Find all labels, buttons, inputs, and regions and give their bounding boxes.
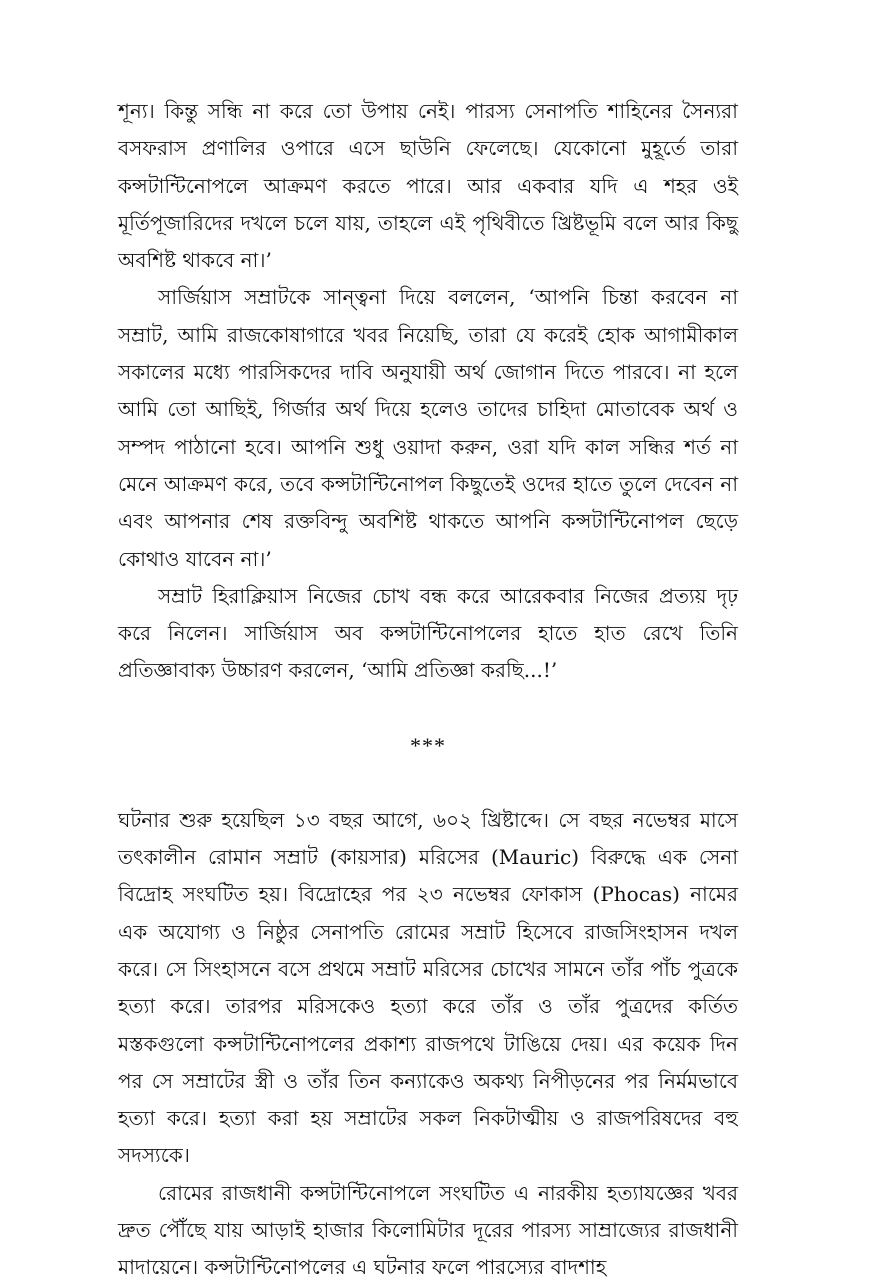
book-page	[118, 93, 738, 1287]
paragraph-2: সার্জিয়াস সম্রাটকে সান্ত্বনা দিয়ে বললেন, ‘আপনি চিন্তা করবেন না সম্রাট, আমি রাজকোষাগারে খবর নিয়েছি, তারা যে করেই হোক আগামীকাল সকালের মধ্যে পারসিকদের দাবি অনুযায়ী অর্থ জোগান দিতে পারবে। না হলে আমি তো আছিই, গির্জার অর্থ দিয়ে হলেও তাদের চাহিদা মোতাবেক অর্থ ও সম্পদ পাঠানো হবে। আপনি শুধু ওয়াদা করুন, ওরা যদি কাল সন্ধির শর্ত না মেনে আক্রমণ করে, তবে কন্সটান্টিনোপল কিছুতেই ওদের হাতে তুলে দেবেন না এবং আপনার শেষ রক্তবিন্দু অবশিষ্ট থাকতে আপনি কন্সটান্টিনোপল ছেড়ে কোথাও যাবেন না।’	[118, 285, 738, 571]
paragraph-5: রোমের রাজধানী কন্সটান্টিনোপলে সংঘটিত এ নারকীয় হত্যাযজ্ঞের খবর দ্রুত পৌঁছে যায় আড়াই হাজার কিলোমিটার দূরের পারস্য সাম্রাজ্যের রাজধানী মাদায়েনে। কন্সটান্টিনোপলের এ ঘটনার ফলে পারস্যের বাদশাহ	[118, 1180, 738, 1280]
paragraph-3: সম্রাট হিরাক্লিয়াস নিজের চোখ বন্ধ করে আরেকবার নিজের প্রত্যয় দৃঢ় করে নিলেন। সার্জিয়াস অব কন্সটান্টিনোপলের হাতে হাত রেখে তিনি প্রতিজ্ঞাবাক্য উচ্চারণ করলেন, ‘আমি প্রতিজ্ঞা করছি...!’	[118, 583, 738, 683]
paragraph-1: শূন্য। কিন্তু সন্ধি না করে তো উপায় নেই। পারস্য সেনাপতি শাহিনের সৈন্যরা বসফরাস প্রণালির ওপারে এসে ছাউনি ফেলেছে। যেকোনো মুহূর্তে তারা কন্সটান্টিনোপলে আক্রমণ করতে পারে। আর একবার যদি এ শহর ওই মূর্তিপূজারিদের দখলে চলে যায়, তাহলে এই পৃথিবীতে খ্রিষ্টভূমি বলে আর কিছু অবশিষ্ট থাকবে না।’	[118, 99, 738, 273]
section-separator: ***	[410, 732, 446, 758]
paragraph-4: ঘটনার শুরু হয়েছিল ১৩ বছর আগে, ৬০২ খ্রিষ্টাব্দে। সে বছর নভেম্বর মাসে তৎকালীন রোমান সম্রাট (কায়সার) মরিসের (Mauric) বিরুদ্ধে এক সেনা বিদ্রোহ সংঘটিত হয়। বিদ্রোহের পর ২৩ নভেম্বর ফোকাস (Phocas) নামের এক অযোগ্য ও নিষ্ঠুর সেনাপতি রোমের সম্রাট হিসেবে রাজসিংহাসন দখল করে। সে সিংহাসনে বসে প্রথমে সম্রাট মরিসের চোখের সামনে তাঁর পাঁচ পুত্রকে হত্যা করে। তারপর মরিসকেও হত্যা করে তাঁর ও তাঁর পুত্রদের কর্তিত মস্তকগুলো কন্সটান্টিনোপলের প্রকাশ্য রাজপথে টাঙিয়ে দেয়। এর কয়েক দিন পর সে সম্রাটের স্ত্রী ও তাঁর তিন কন্যাকেও অকথ্য নিপীড়নের পর নির্মমভাবে হত্যা করে। হত্যা করা হয় সম্রাটের সকল নিকটাত্মীয় ও রাজপরিষদের বহু সদস্যকে।	[118, 807, 738, 1168]
